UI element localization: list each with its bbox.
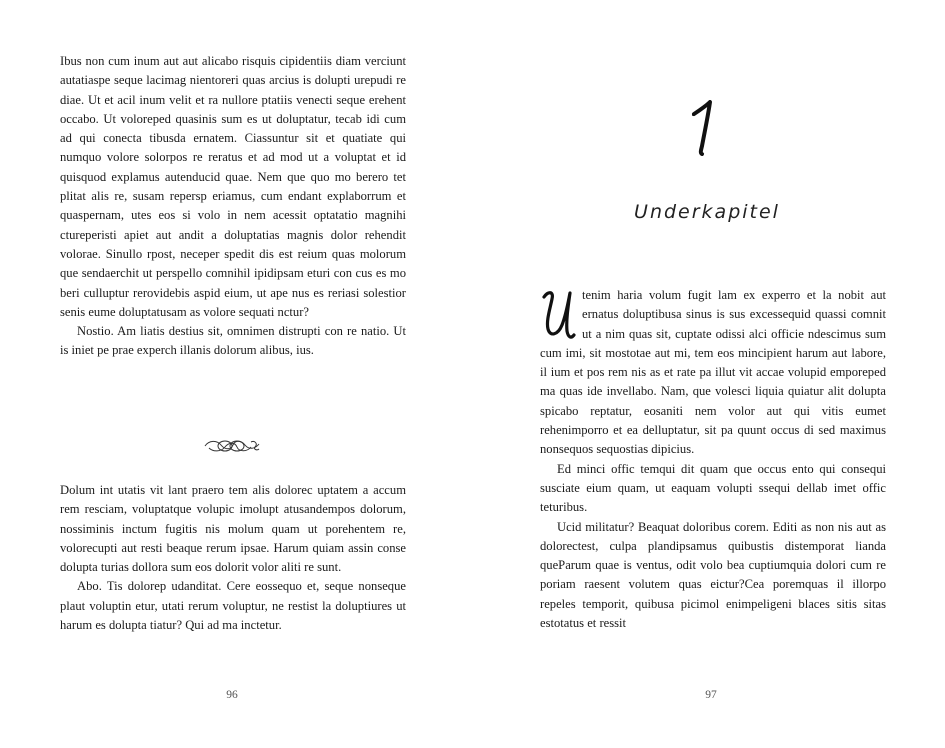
left-page: [0, 0, 472, 748]
paragraph: Ed minci offic temqui dit quam que occus ento qui consequi susciate eium quam, ut eaquam volupti ssequi dellab imet offic teturibus.: [540, 461, 886, 515]
left-bottom-text: [60, 481, 406, 635]
first-paragraph: [540, 286, 886, 460]
paragraph: Nostio. Am liatis destius sit, omnimen distrupti con re natio. Ut is iniet pe prae experch illanis dolorum alibus, ius.: [60, 324, 406, 358]
paragraph: Dolum int utatis vit lant praero tem alis dolorec uptatem a accum rem resciam, voluptatque volupic imolupt atusandempos dolorum, nossiminis inctum fugitis nis molum quam ut porehentem re, volorecupti aut resti beaque rerum ipsae. Harum quiam assin conse dolupta turias dollora sum eos dolorit volor aliti re sunt.: [60, 483, 406, 575]
first-paragraph-text: tenim haria volum fugit lam ex experro et la nobit aut ernatus doluptibusa sinus is sus excessequid quassi comnit ut a nim quas sit, cuptate odissi alci officie ndescimus sum cum imi, sit mostotae aut mi, tem eos mincipient harum aut labore, il ium et pos rem nis as et rate pa illut vit accae volupid emporeped ma quas ide invellabo. Nam, que volesci liquia quiatur alit dolupta spicabo reptatur, eosaniti nem volor aut qui vitis eumet rehenimporro et ea delluptatur, sit pa quunt occus di sed maximus nonsequos sequostias dipicius.: [540, 288, 886, 457]
page-number: 96: [226, 689, 238, 701]
right-body-text: [540, 286, 886, 633]
chapter-number: [672, 100, 732, 156]
chapter-title: Underkapitel: [634, 201, 780, 223]
paragraph: Ibus non cum inum aut aut alicabo risquis cipidentiis diam verciunt autatiaspe seque lacimag nientoreri quas arcius is dolupti urepudi re diae. Ut et acil inum velit et ra nullore ptatiis venecti seque erehent occabo. Ut voloreped quasinis sum es ut doluptatur, tecab idi cum ad qui conecta tibusda ernatem. Ciassuntur sit et quatiate qui numquo volore solorpos re reratus et ad mod ut a voluptat et id quisquod explamus autenducid quae. Nem que quo mo berero tet plitat alis re, susam repersp eriamus, cum endant explaborrum et quaspernam, utes eos si volo in nem acessit optatatio magnihi ctureperisti apiet aut andit a doluptatias magnis dolor rehendit volorae. Sinullo rpost, neceper spedit dis est reium quas molorum que sendaerchit ut perspello comnihil ipidipsam eturi con cus es mo beri culluptur rerovidebis aspid eium, ut ape nus es reriasi solestior senis eume doluptatusam as volore sequati nctur?: [60, 54, 406, 319]
dropcap-letter-u-icon: [540, 289, 576, 341]
ornament-flourish-icon: [203, 436, 261, 456]
page-number: 97: [705, 689, 717, 701]
right-page: [472, 0, 945, 748]
paragraph: Abo. Tis dolorep udanditat. Cere eossequo et, seque nonseque plaut voluptin etur, utati rerum voluptur, ne restist la doluptiures ut harum es dolupta tiatur? Qui ad ma inctetur.: [60, 579, 406, 633]
left-top-text: [60, 52, 406, 361]
paragraph: Ucid militatur? Beaquat doloribus corem. Editi as non nis aut as dolorectest, culpa plandipsamus quibustis distemporat lianda queParum quae is ventus, odit volo bea cuptiumquia dolori cum re poriam raesent volutem quas eictur?Cea poremquas il illorpo repeles temporit, quibusa picimol enimpeligeni blaces sitis sitas estotatus et ressit: [540, 519, 886, 631]
